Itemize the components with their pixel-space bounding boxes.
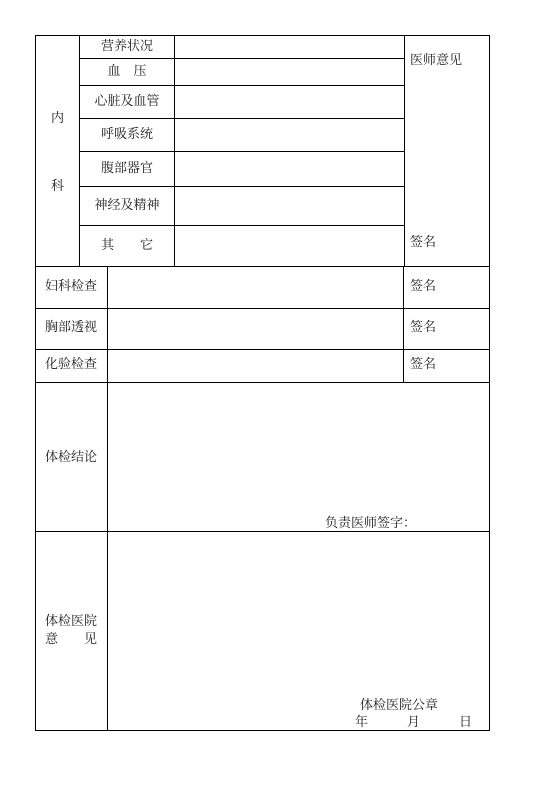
item-label-cardiovascular: 心脏及血管 xyxy=(94,94,160,109)
section-label-internal-2: 科 xyxy=(51,179,65,194)
conclusion-label: 体检结论 xyxy=(45,450,98,465)
doctor-opinion-label: 医师意见 xyxy=(410,53,463,68)
chest-xray-label: 胸部透视 xyxy=(45,320,98,335)
chest-signature-label: 签名 xyxy=(410,320,437,335)
lab-signature-label: 签名 xyxy=(410,357,437,372)
item-label-neuro-mental: 神经及精神 xyxy=(94,198,160,213)
table-border-right xyxy=(489,35,490,731)
field-neuro-mental[interactable] xyxy=(175,187,404,225)
field-gynecology[interactable] xyxy=(108,267,403,308)
field-lab-test[interactable] xyxy=(108,350,403,382)
item-label-nutrition: 营养状况 xyxy=(100,39,153,54)
internal-signature-label: 签名 xyxy=(410,235,437,250)
item-label-blood-pressure: 血 压 xyxy=(107,64,147,79)
field-blood-pressure[interactable] xyxy=(175,59,404,85)
section-label-internal-1: 内 xyxy=(51,111,65,126)
field-chest-xray[interactable] xyxy=(108,309,403,349)
hospital-seal-label: 体检医院公章 xyxy=(360,698,439,713)
gynecology-label: 妇科检查 xyxy=(45,279,98,294)
item-label-other: 其 它 xyxy=(100,238,153,253)
item-label-respiratory: 呼吸系统 xyxy=(100,127,153,142)
gynecology-signature-label: 签名 xyxy=(410,279,437,294)
table-border-left xyxy=(35,35,36,731)
column-divider xyxy=(403,266,404,382)
field-abdominal[interactable] xyxy=(175,152,404,186)
lab-test-label: 化验检查 xyxy=(45,357,98,372)
field-other[interactable] xyxy=(175,226,404,266)
field-respiratory[interactable] xyxy=(175,119,404,151)
hospital-opinion-label-line1: 体检医院 xyxy=(45,614,98,629)
item-label-abdominal: 腹部器官 xyxy=(100,161,153,176)
responsible-doctor-signature: 负责医师签字： xyxy=(325,516,417,531)
field-cardiovascular[interactable] xyxy=(175,86,404,118)
field-nutrition[interactable] xyxy=(175,36,404,58)
field-internal-doctor-opinion[interactable] xyxy=(405,36,489,266)
hospital-opinion-label-line2: 意 见 xyxy=(45,632,98,647)
field-conclusion[interactable] xyxy=(108,383,489,531)
hospital-date-label: 年 月 日 xyxy=(355,715,473,730)
